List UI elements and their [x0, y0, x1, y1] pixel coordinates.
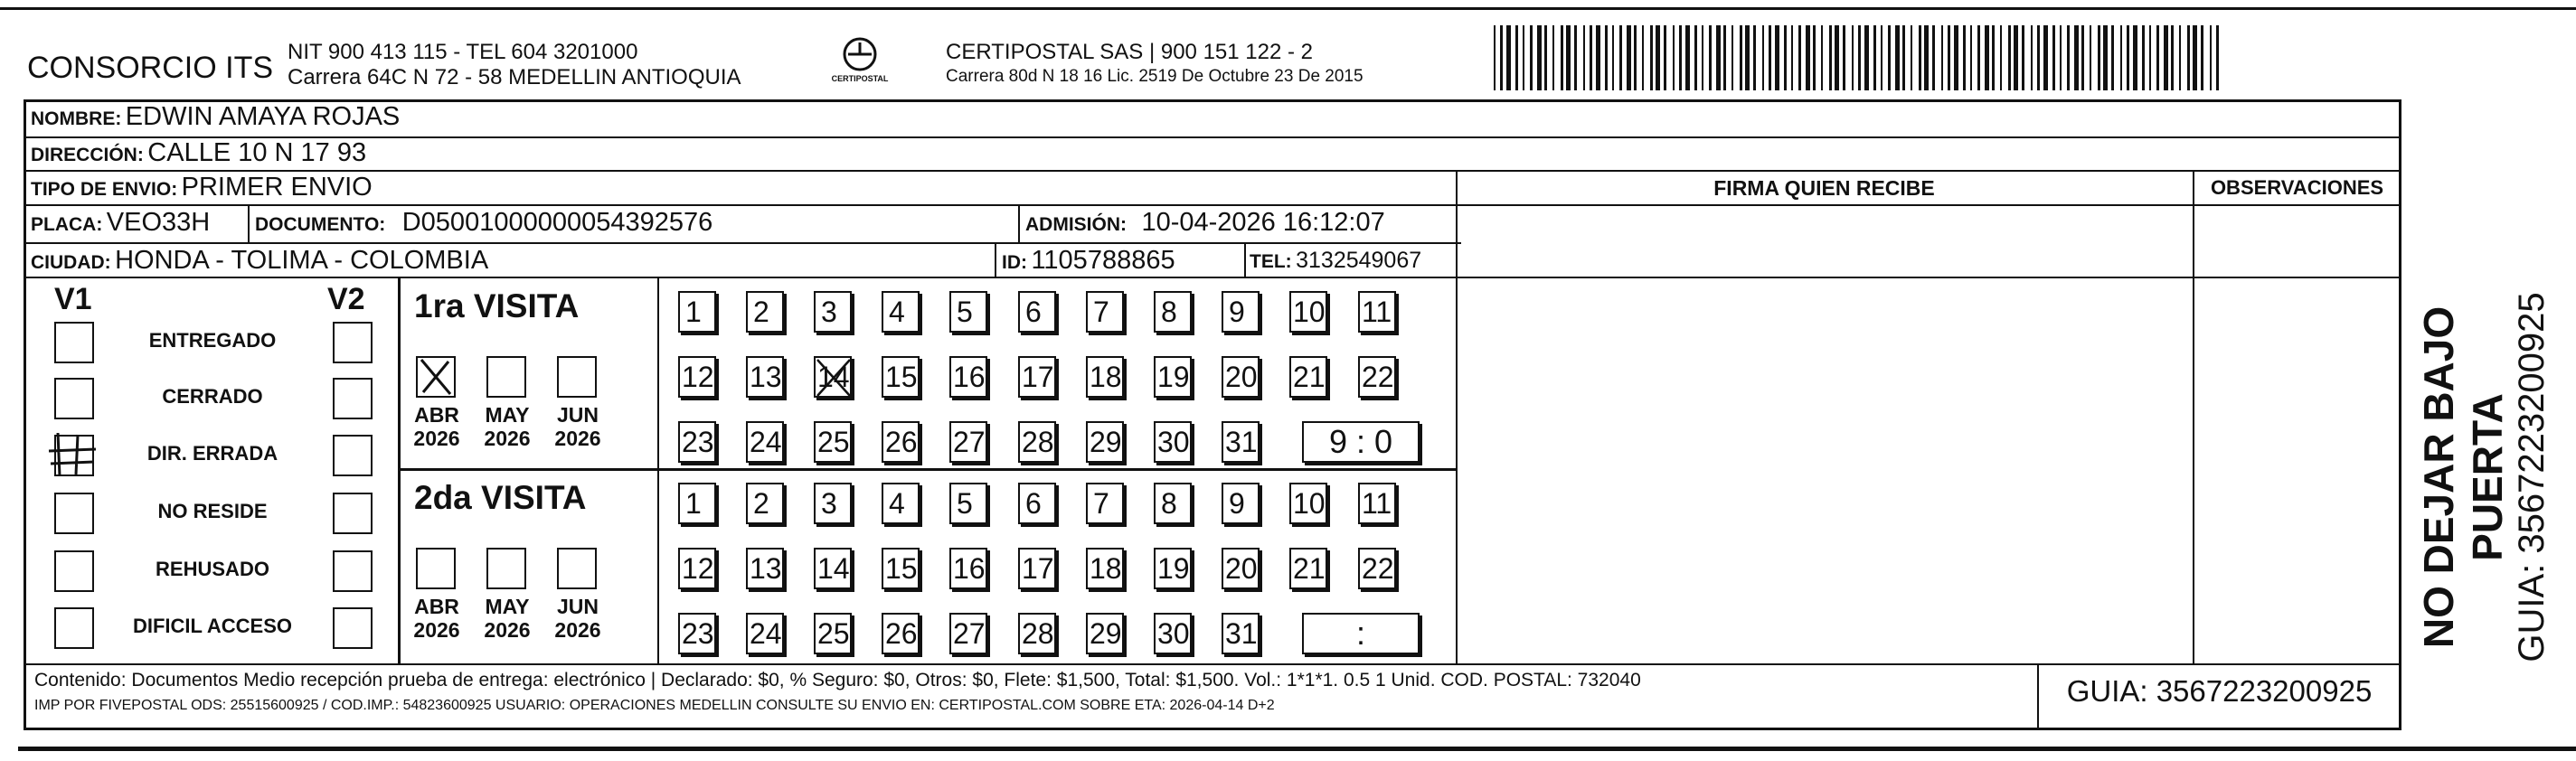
barcode-bar [1709, 25, 1712, 90]
barcode-bar [1762, 25, 1764, 90]
barcode-bar [1619, 25, 1622, 90]
barcode-bar [1596, 25, 1600, 90]
day-box[interactable]: 6 [1018, 291, 1056, 333]
company-address: Carrera 64C N 72 - 58 MEDELLIN ANTIOQUIA [288, 65, 741, 89]
day-box[interactable]: 11 [1358, 483, 1396, 524]
day-box[interactable]: 11 [1358, 291, 1396, 333]
firma-header: FIRMA QUIEN RECIBE [1713, 176, 1935, 200]
barcode-bar [2179, 25, 2181, 90]
visit-time-field[interactable]: : [1302, 613, 1420, 654]
day-box[interactable]: 6 [1018, 483, 1056, 524]
day-box[interactable]: 1 [678, 291, 716, 333]
tipo-label: TIPO DE ENVIO: [31, 179, 178, 200]
barcode-bar [2171, 25, 2174, 90]
year-label: 2026 [484, 618, 531, 642]
barcode-bar [1673, 25, 1675, 90]
barcode-bar [1992, 25, 1995, 90]
barcode-bar [1523, 25, 1524, 90]
barcode-bar [2074, 25, 2079, 90]
day-box[interactable]: 2 [746, 291, 784, 333]
certipostal-title: CERTIPOSTAL SAS | 900 151 122 - 2 [946, 40, 1313, 64]
month-checkbox-jun[interactable] [557, 356, 597, 398]
barcode-bar [1864, 25, 1869, 90]
barcode-bar [1970, 25, 1972, 90]
month-checkbox-abr[interactable] [416, 356, 456, 398]
top-rule [0, 7, 2576, 10]
day-box[interactable]: 28 [1018, 421, 1056, 463]
day-box[interactable]: 26 [882, 421, 920, 463]
month-checkbox-abr[interactable] [416, 548, 456, 589]
side-warning: NO DEJAR BAJO PUERTA [2415, 305, 2511, 649]
barcode-bar [2103, 25, 2108, 90]
day-box[interactable]: 2 [746, 483, 784, 524]
day-box[interactable]: 21 [1289, 356, 1327, 398]
day-box[interactable]: 31 [1222, 421, 1260, 463]
barcode-bar [1806, 25, 1810, 90]
tel-label: TEL: [1250, 251, 1292, 272]
tipo-value: PRIMER ENVIO [181, 173, 373, 202]
day-box[interactable]: 14 [814, 548, 852, 589]
barcode-bar [1745, 25, 1750, 90]
status-label: REHUSADO [156, 558, 269, 580]
month-checkbox-may[interactable] [486, 356, 526, 398]
barcode-bar [2164, 25, 2168, 90]
barcode-bar [2120, 25, 2122, 90]
placa-value: VEO33H [106, 208, 211, 237]
day-box[interactable]: 21 [1289, 548, 1327, 589]
day-box[interactable]: 24 [746, 421, 784, 463]
barcode-bar [1723, 25, 1726, 90]
day-box[interactable]: 22 [1358, 356, 1396, 398]
row-direccion [31, 138, 366, 168]
barcode-bar [1919, 25, 1921, 90]
barcode-bar [1650, 25, 1653, 90]
barcode-bar [2043, 25, 2048, 90]
id-label: ID: [1002, 252, 1027, 273]
barcode-bar [1500, 25, 1503, 90]
year-label: 2026 [554, 618, 601, 642]
barcode-bar [1537, 25, 1542, 90]
barcode-bar [2000, 25, 2002, 90]
admision-label: ADMISIÓN: [1025, 214, 1127, 235]
day-box[interactable]: 8 [1154, 483, 1192, 524]
certipostal-sub: Carrera 80d N 18 16 Lic. 2519 De Octubre 23 De 2015 [946, 67, 1363, 86]
v2-checkbox-dificil-acceso[interactable] [333, 607, 373, 649]
id-value: 1105788865 [1031, 246, 1175, 275]
barcode-bar [1716, 25, 1721, 90]
day-box[interactable]: 13 [746, 356, 784, 398]
barcode-bar [1679, 25, 1682, 90]
v2-checkbox-entregado[interactable] [333, 322, 373, 363]
month-label: MAY [485, 403, 530, 427]
barcode-bar [2037, 25, 2040, 90]
day-box[interactable]: 1 [678, 483, 716, 524]
barcode-bar [1552, 25, 1554, 90]
day-box[interactable]: 28 [1018, 613, 1056, 654]
barcode-bar [2060, 25, 2062, 90]
day-box[interactable]: 23 [678, 421, 716, 463]
status-label: ENTREGADO [148, 329, 277, 352]
barcode-bar [2008, 25, 2011, 90]
documento-label: DOCUMENTO: [255, 214, 386, 235]
month-label: ABR [414, 595, 459, 618]
day-box[interactable]: 4 [882, 291, 920, 333]
direccion-label: DIRECCIÓN: [31, 145, 144, 165]
status-label: NO RESIDE [157, 500, 268, 522]
month-checkbox-may[interactable] [486, 548, 526, 589]
barcode-bar [1813, 25, 1816, 90]
v1-checkbox-dificil-acceso[interactable] [54, 607, 94, 649]
row-id [1002, 246, 1175, 276]
barcode-bar [1634, 25, 1637, 90]
barcode-bar [1977, 25, 1980, 90]
year-label: 2026 [413, 427, 460, 450]
barcode-bar [2098, 25, 2100, 90]
barcode-bar [1605, 25, 1608, 90]
barcode-bar [1932, 25, 1935, 90]
barcode-bar [1583, 25, 1585, 90]
footer-contenido: Contenido: Documentos Medio recepción prueba de entrega: electrónico | Declarado: $0, % Seguro: $0, Otros: $0, Flete: $1,500, Total: $1,500. Vol.: 1*1*1. 0.5 1 Unid. COD. POSTAL: 732040 [34, 670, 1641, 691]
day-box[interactable]: 16 [949, 548, 987, 589]
nombre-value: EDWIN AMAYA ROJAS [125, 102, 401, 131]
day-box[interactable]: 30 [1154, 613, 1192, 654]
row-documento [255, 208, 712, 238]
year-label: 2026 [484, 427, 531, 450]
v1-checkbox-no-reside[interactable] [54, 493, 94, 534]
admision-value: 10-04-2026 16:12:07 [1141, 208, 1385, 237]
row-placa [31, 208, 210, 238]
year-label: 2026 [554, 427, 601, 450]
visit-title: 1ra VISITA [414, 287, 580, 324]
barcode-bar [2111, 25, 2114, 90]
barcode-bar [1685, 25, 1690, 90]
ciudad-label: CIUDAD: [31, 252, 111, 273]
barcode-bar [1769, 25, 1771, 90]
barcode-bar [1888, 25, 1891, 90]
v1-checkbox-dir-errada[interactable] [54, 435, 94, 476]
direccion-value: CALLE 10 N 17 93 [147, 138, 367, 167]
day-box[interactable]: 29 [1086, 613, 1124, 654]
barcode-bar [2187, 25, 2190, 90]
day-box[interactable]: 9 [1222, 291, 1260, 333]
day-box[interactable]: 24 [746, 613, 784, 654]
day-box[interactable]: 19 [1154, 548, 1192, 589]
barcode-bar [1941, 25, 1943, 90]
documento-value: D05001000000054392576 [401, 208, 713, 237]
barcode-bar [1791, 25, 1793, 90]
barcode-bar [1664, 25, 1666, 90]
year-label: 2026 [413, 618, 460, 642]
barcode-bar [1852, 25, 1854, 90]
month-label: ABR [414, 403, 459, 427]
barcode-bar [1985, 25, 1989, 90]
day-box[interactable]: 3 [814, 291, 852, 333]
status-label: DIFICIL ACCESO [132, 615, 292, 637]
day-box[interactable]: 4 [882, 483, 920, 524]
day-box[interactable]: 15 [882, 356, 920, 398]
visit-time-field[interactable]: 9 : 0 [1302, 421, 1420, 463]
month-label: JUN [556, 403, 599, 427]
barcode-bar [2201, 25, 2203, 90]
company-name: CONSORCIO ITS [27, 51, 274, 85]
placa-label: PLACA: [31, 214, 103, 235]
barcode-bar [1515, 25, 1518, 90]
barcode-bar [1506, 25, 1511, 90]
status-label: DIR. ERRADA [146, 442, 278, 465]
logo-text: CERTIPOSTAL [831, 74, 889, 83]
barcode-bar [1561, 25, 1563, 90]
day-box[interactable]: 15 [882, 548, 920, 589]
barcode-bar [1566, 25, 1571, 90]
barcode-bar [1821, 25, 1823, 90]
barcode-bar [1881, 25, 1882, 90]
day-box[interactable]: 27 [949, 613, 987, 654]
day-box[interactable]: 7 [1086, 483, 1124, 524]
barcode-bar [1574, 25, 1577, 90]
day-box[interactable]: 17 [1018, 356, 1056, 398]
barcode-bar [2156, 25, 2159, 90]
day-box[interactable]: 5 [949, 483, 987, 524]
barcode-bar [1829, 25, 1832, 90]
day-box[interactable]: 5 [949, 291, 987, 333]
barcode-bar [1753, 25, 1756, 90]
barcode-bar [2014, 25, 2018, 90]
barcode-bar [1740, 25, 1742, 90]
barcode-bar [1798, 25, 1801, 90]
barcode-bar [1835, 25, 1839, 90]
footer-guia: GUIA: 3567223200925 [2066, 674, 2373, 708]
day-box[interactable]: 25 [814, 421, 852, 463]
day-box[interactable]: 20 [1222, 548, 1260, 589]
status-label: CERRADO [162, 385, 263, 408]
row-admision [1025, 208, 1385, 238]
barcode-bar [1902, 25, 1905, 90]
barcode-bar [1963, 25, 1966, 90]
barcode-bar [1702, 25, 1703, 90]
barcode [1494, 25, 2224, 90]
barcode-bar [2127, 25, 2129, 90]
day-box[interactable]: 27 [949, 421, 987, 463]
row-tel [1250, 248, 1421, 274]
company-nit: NIT 900 413 115 - TEL 604 3201000 [288, 40, 638, 64]
v1-checkbox-cerrado[interactable] [54, 378, 94, 419]
day-box[interactable]: 20 [1222, 356, 1260, 398]
footer-imp: IMP POR FIVEPOSTAL ODS: 25515600925 / COD.IMP.: 54823600925 USUARIO: OPERACIONES MEDELLIN CONSULTE SU ENVIO EN: CERTIPOSTAL.COM SOBRE ETA: 2026-04-14 D+2 [34, 698, 1275, 713]
day-box[interactable]: 17 [1018, 548, 1056, 589]
month-checkbox-jun[interactable] [557, 548, 597, 589]
barcode-bar [1948, 25, 1950, 90]
visit-title: 2da VISITA [414, 479, 587, 516]
day-box[interactable]: 26 [882, 613, 920, 654]
barcode-bar [1858, 25, 1861, 90]
day-box[interactable]: 16 [949, 356, 987, 398]
day-box[interactable]: 19 [1154, 356, 1192, 398]
day-box[interactable]: 13 [746, 548, 784, 589]
tel-value: 3132549067 [1296, 248, 1422, 273]
row-ciudad [31, 246, 488, 276]
barcode-bar [2067, 25, 2070, 90]
day-box[interactable]: 3 [814, 483, 852, 524]
day-box[interactable]: 12 [678, 548, 716, 589]
barcode-bar [1954, 25, 1958, 90]
barcode-bar [2031, 25, 2033, 90]
barcode-bar [1694, 25, 1697, 90]
side-text [2407, 99, 2570, 730]
barcode-bar [2210, 25, 2212, 90]
day-box[interactable]: 7 [1086, 291, 1124, 333]
barcode-bar [1656, 25, 1660, 90]
barcode-bar [1775, 25, 1779, 90]
certipostal-logo [828, 34, 892, 92]
month-label: JUN [556, 595, 599, 618]
day-box[interactable]: 29 [1086, 421, 1124, 463]
barcode-bar [2133, 25, 2137, 90]
barcode-bar [2216, 25, 2219, 90]
v1-checkbox-entregado[interactable] [54, 322, 94, 363]
row-tipo [31, 173, 373, 202]
barcode-bar [2090, 25, 2091, 90]
barcode-bar [1731, 25, 1733, 90]
day-box[interactable]: 18 [1086, 356, 1124, 398]
v2-checkbox-cerrado[interactable] [333, 378, 373, 419]
ciudad-value: HONDA - TOLIMA - COLOMBIA [115, 246, 489, 275]
side-guia: GUIA: 3567223200925 [2512, 292, 2552, 662]
barcode-bar [2022, 25, 2024, 90]
barcode-bar [1911, 25, 1912, 90]
day-box[interactable]: 30 [1154, 421, 1192, 463]
barcode-bar [1530, 25, 1533, 90]
v1-checkbox-rehusado[interactable] [54, 550, 94, 592]
barcode-bar [2193, 25, 2197, 90]
v1-header: V1 [54, 282, 92, 316]
barcode-bar [2052, 25, 2055, 90]
barcode-bar [1494, 25, 1496, 90]
barcode-bar [1784, 25, 1787, 90]
day-box[interactable]: 31 [1222, 613, 1260, 654]
barcode-bar [1590, 25, 1592, 90]
month-label: MAY [485, 595, 530, 618]
barcode-bar [2142, 25, 2145, 90]
day-box[interactable]: 8 [1154, 291, 1192, 333]
barcode-bar [1873, 25, 1876, 90]
barcode-bar [2081, 25, 2084, 90]
day-box[interactable]: 23 [678, 613, 716, 654]
day-box[interactable]: 9 [1222, 483, 1260, 524]
barcode-bar [1843, 25, 1845, 90]
day-box[interactable]: 25 [814, 613, 852, 654]
v2-checkbox-rehusado[interactable] [333, 550, 373, 592]
observaciones-header: OBSERVACIONES [2210, 176, 2384, 199]
barcode-bar [1642, 25, 1644, 90]
day-box[interactable]: 12 [678, 356, 716, 398]
v2-header: V2 [327, 282, 365, 316]
barcode-bar [1924, 25, 1929, 90]
barcode-bar [1612, 25, 1614, 90]
day-box[interactable]: 18 [1086, 548, 1124, 589]
day-box[interactable]: 10 [1289, 483, 1327, 524]
nombre-label: NOMBRE: [31, 108, 122, 129]
row-nombre [31, 102, 400, 132]
v2-checkbox-dir-errada[interactable] [333, 435, 373, 476]
barcode-bar [2149, 25, 2151, 90]
v2-checkbox-no-reside[interactable] [333, 493, 373, 534]
day-box[interactable]: 22 [1358, 548, 1396, 589]
barcode-bar [1544, 25, 1547, 90]
day-box[interactable]: 10 [1289, 291, 1327, 333]
barcode-bar [1627, 25, 1631, 90]
barcode-bar [1895, 25, 1900, 90]
day-box[interactable]: 14 [814, 356, 852, 398]
